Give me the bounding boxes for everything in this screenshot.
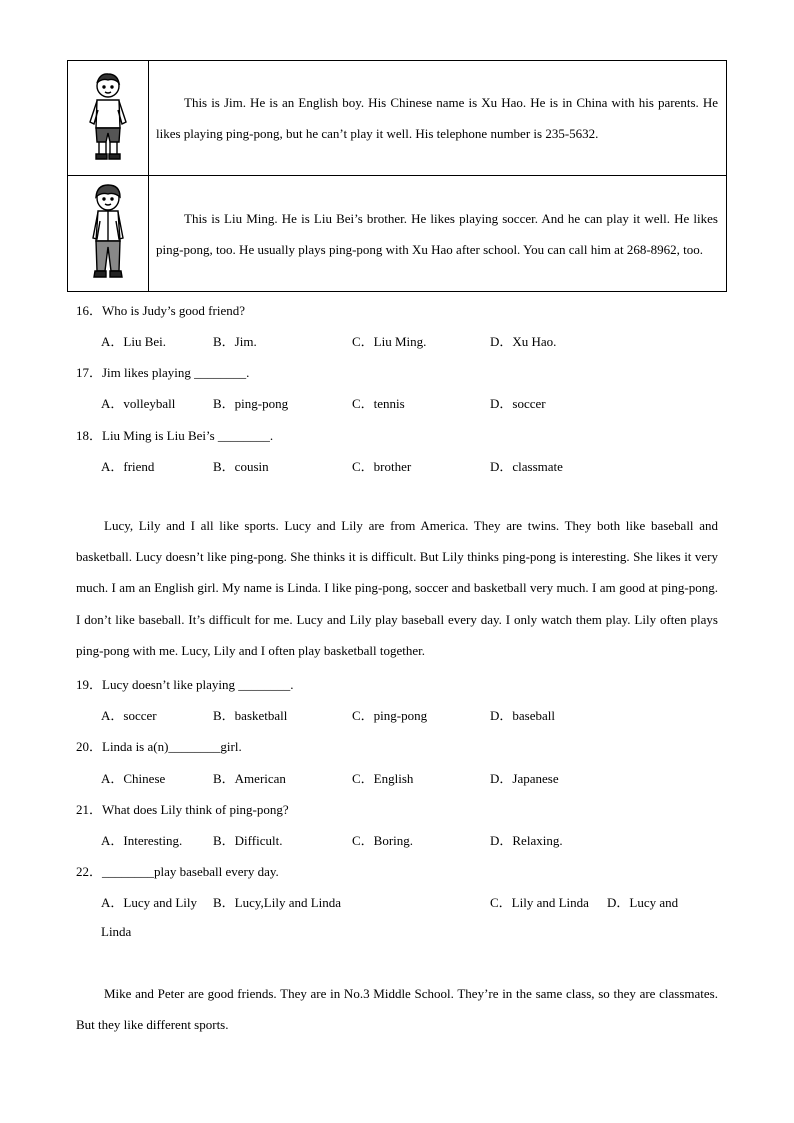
question-17-options [101, 393, 741, 411]
option-a: A．Lucy and Lily [101, 895, 198, 910]
question-21-options [101, 830, 741, 848]
option-d: D．Relaxing. [490, 833, 563, 848]
option-d: D．Xu Hao. [490, 334, 557, 349]
option-b: B．American [213, 771, 286, 786]
question-22-options [101, 892, 741, 910]
option-a: A．volleyball [101, 396, 176, 411]
reading-passage-c [76, 978, 718, 1040]
question-22-option-d-continued [101, 924, 741, 942]
question-16-options [101, 331, 741, 349]
question-18: 18．Liu Ming is Liu Bei’s ________. [76, 428, 274, 443]
profile-text-liu-ming: This is Liu Ming. He is Liu Bei’s brother. He likes playing soccer. And he can play it well. He likes ping-pong, too. He usually plays ping-pong with Xu Hao after school. You can call him at 268-8962, too. [156, 210, 718, 257]
profile-text [149, 61, 727, 176]
option-a: A．Chinese [101, 771, 166, 786]
option-d: D．Japanese [490, 771, 559, 786]
option-c: C．brother [352, 459, 412, 474]
figure-cell [68, 61, 149, 176]
reading-passage-b [76, 510, 718, 666]
option-b: B．Difficult. [213, 833, 283, 848]
option-d: D．baseball [490, 708, 555, 723]
option-a: A．soccer [101, 708, 157, 723]
option-c: C．Lily and Linda [490, 895, 589, 910]
option-b: B．Lucy,Lily and Linda [213, 895, 342, 910]
question-19-options [101, 705, 741, 723]
option-c: C．ping-pong [352, 708, 428, 723]
question-18-options [101, 456, 741, 474]
boy-liu-ming-figure [84, 183, 132, 281]
option-a: A．Liu Bei. [101, 334, 166, 349]
option-b: B．ping-pong [213, 396, 289, 411]
question-20: 20．Linda is a(n)________girl. [76, 739, 242, 754]
option-b: B．Jim. [213, 334, 257, 349]
profile-text-jim: This is Jim. He is an English boy. His Chinese name is Xu Hao. He is in China with his parents. He likes playing ping-pong, but he can’t play it well. His telephone number is 235-5632. [156, 95, 718, 141]
question-21: 21．What does Lily think of ping-pong? [76, 802, 289, 817]
passage-b-text: Lucy, Lily and I all like sports. Lucy and Lily are from America. They are twins. They both like baseball and basketball. Lucy doesn’t like ping-pong. She thinks it is difficult. But Lily thinks ping-pong is interesting. She likes it very much. I am an English girl. My name is Linda. I like ping-pong, soccer and basketball very much. I am good at ping-pong. I don’t like baseball. It’s difficult for me. Lucy and Lily play baseball every day. I only watch them play. Lily often plays ping-pong with me. Lucy, Lily and I often play basketball together. [76, 518, 718, 658]
question-20-options [101, 768, 741, 786]
option-b: B．basketball [213, 708, 288, 723]
option-c: C．Liu Ming. [352, 334, 427, 349]
passage-c-text: Mike and Peter are good friends. They are in No.3 Middle School. They’re in the same class, so they are classmates. But they like different sports. [76, 986, 718, 1033]
option-a: A．friend [101, 459, 155, 474]
table-row [68, 176, 727, 292]
option-d-wrap: Linda [101, 924, 132, 939]
question-22: 22．________play baseball every day. [76, 864, 279, 879]
boy-jim-figure [84, 70, 132, 162]
option-c: C．Boring. [352, 833, 414, 848]
question-19: 19．Lucy doesn’t like playing ________. [76, 677, 294, 692]
option-d: D．Lucy and [607, 895, 679, 910]
figure-cell [68, 176, 149, 292]
question-16: 16．Who is Judy’s good friend? [76, 303, 245, 318]
option-d: D．soccer [490, 396, 546, 411]
option-c: C．tennis [352, 396, 405, 411]
option-a: A．Interesting. [101, 833, 183, 848]
option-c: C．English [352, 771, 414, 786]
profile-table [67, 60, 727, 292]
table-row [68, 61, 727, 176]
profile-text [149, 176, 727, 292]
option-d: D．classmate [490, 459, 563, 474]
option-b: B．cousin [213, 459, 269, 474]
question-17: 17．Jim likes playing ________. [76, 365, 250, 380]
